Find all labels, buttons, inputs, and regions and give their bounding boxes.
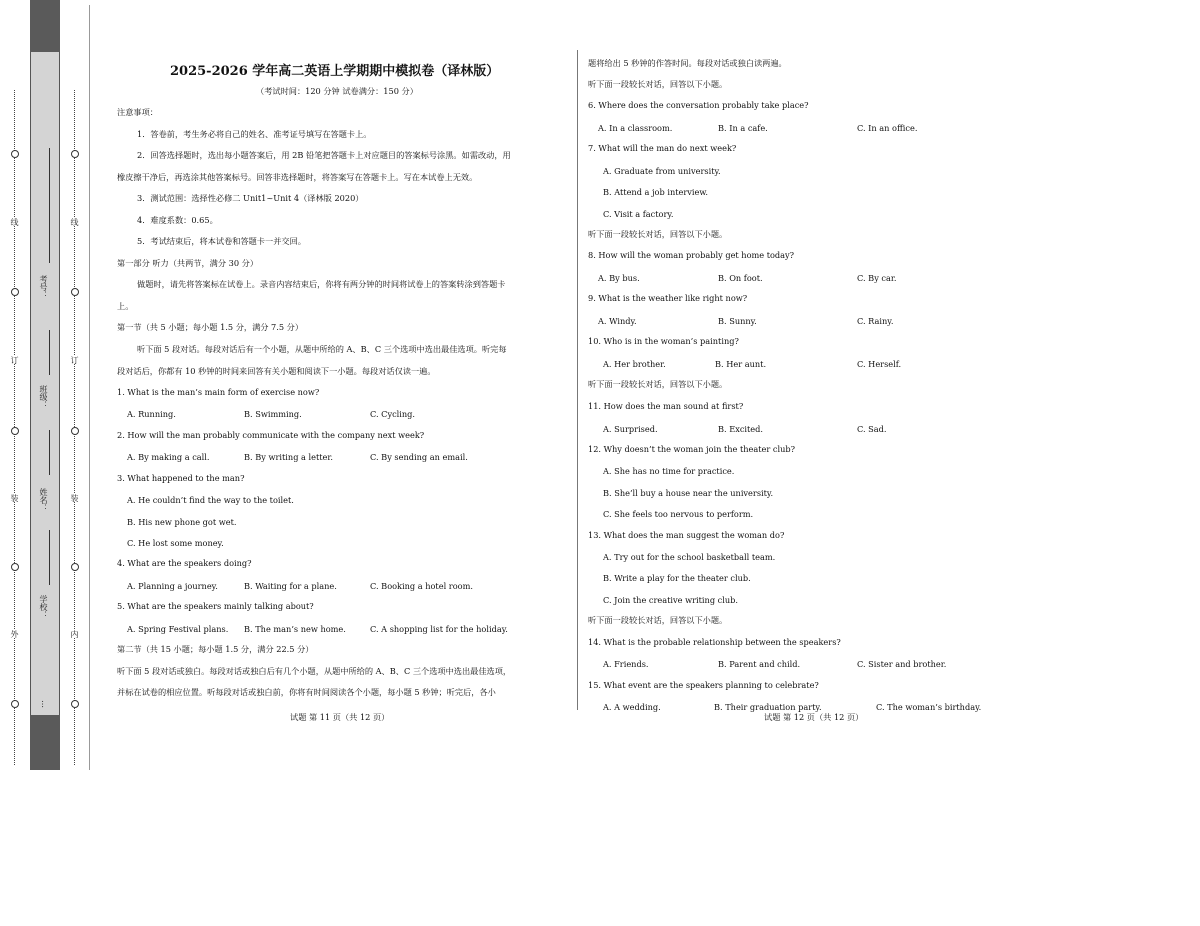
strip-dots: … [40, 700, 49, 708]
part1-heading: 第一部分 听力（共两节，满分 30 分） [117, 258, 259, 268]
inner-circle-4 [71, 563, 79, 571]
inner-label-zhuang: 装 [70, 494, 79, 502]
question-13: 13. What does the man suggest the woman do? [588, 530, 785, 540]
q9-option-b: B. Sunny. [718, 316, 757, 326]
part1-note-a: 做题时，请先将答案标在试卷上。录音内容结束后，你将有两分钟的时间将试卷上的答案转涂到答题卡 [137, 279, 506, 289]
q5-option-b: B. The man’s new home. [244, 624, 346, 634]
question-4: 4. What are the speakers doing? [117, 558, 252, 568]
question-10: 10. Who is in the woman’s painting? [588, 336, 739, 346]
question-15: 15. What event are the speakers planning to celebrate? [588, 680, 819, 690]
class-underline [49, 330, 50, 375]
section2-note-a: 听下面 5 段对话或独白。每段对话或独白后有几个小题，从题中所给的 A、B、C 三个选项中选出最佳选项， [117, 666, 512, 676]
section1-note-b: 段对话后，你都有 10 秒钟的时间来回答有关小题和阅读下一小题。每段对话仅读一遍。 [117, 366, 436, 376]
part1-note-b: 上。 [117, 301, 134, 311]
notice-heading: 注意事项： [117, 107, 158, 117]
q5-option-c: C. A shopping list for the holiday. [370, 624, 508, 634]
q6-option-b: B. In a cafe. [718, 123, 768, 133]
q8-option-c: C. By car. [857, 273, 897, 283]
q4-option-b: B. Waiting for a plane. [244, 581, 337, 591]
page-11-footer: 试题 第 11 页（共 12 页） [290, 712, 390, 722]
q15-option-c: C. The woman’s birthday. [876, 702, 982, 712]
section1-heading: 第一节（共 5 小题；每小题 1.5 分，满分 7.5 分） [117, 322, 304, 332]
question-1: 1. What is the man’s main form of exercise now? [117, 387, 320, 397]
outer-circle-1 [11, 150, 19, 158]
name-underline [49, 430, 50, 475]
outer-label-zhuang: 装 [10, 494, 19, 502]
q13-option-a: A. Try out for the school basketball team. [603, 552, 776, 562]
section2-heading: 第二节（共 15 小题；每小题 1.5 分，满分 22.5 分） [117, 644, 314, 654]
question-3: 3. What happened to the man? [117, 473, 245, 483]
question-9: 9. What is the weather like right now? [588, 293, 748, 303]
q15-option-a: A. A wedding. [603, 702, 661, 712]
notice-item-2b: 橡皮擦干净后，再选涂其他答案标号。回答非选择题时，将答案写在答题卡上。写在本试卷上无效。 [117, 172, 478, 182]
notice-item-1: 1．答卷前，考生务必将自己的姓名、准考证号填写在答题卡上。 [137, 129, 372, 139]
q8-option-b: B. On foot. [718, 273, 763, 283]
school-label: 学校： [39, 595, 48, 619]
question-2: 2. How will the man probably communicate with the company next week? [117, 430, 425, 440]
q15-option-b: B. Their graduation party. [714, 702, 822, 712]
binding-strip-bottom [30, 715, 60, 770]
question-7: 7. What will the man do next week? [588, 143, 737, 153]
question-12: 12. Why doesn’t the woman join the theater club? [588, 444, 796, 454]
q11-option-b: B. Excited. [718, 424, 763, 434]
q7-option-b: B. Attend a job interview. [603, 187, 708, 197]
direction-q6-7: 听下面一段较长对话，回答以下小题。 [588, 79, 728, 89]
inner-circle-2 [71, 288, 79, 296]
outer-label-wai: 外 [10, 630, 19, 638]
q9-option-a: A. Windy. [598, 316, 637, 326]
q7-option-a: A. Graduate from university. [603, 166, 721, 176]
section2-continued: 题将给出 5 秒钟的作答时间。每段对话或独白读两遍。 [588, 58, 787, 68]
outer-label-ding: 订 [10, 356, 19, 364]
q4-option-a: A. Planning a journey. [127, 581, 218, 591]
q1-option-a: A. Running. [127, 409, 176, 419]
inner-circle-5 [71, 700, 79, 708]
page-frame-left [89, 5, 90, 770]
q12-option-a: A. She has no time for practice. [603, 466, 735, 476]
notice-item-2a: 2．回答选择题时，选出每小题答案后，用 2B 铅笔把答题卡上对应题目的答案标号涂黑。如需改动，用 [137, 150, 511, 160]
binding-strip-top [30, 0, 60, 52]
direction-q8-10: 听下面一段较长对话，回答以下小题。 [588, 229, 728, 239]
q6-option-a: A. In a classroom. [598, 123, 673, 133]
q11-option-a: A. Surprised. [603, 424, 658, 434]
q13-option-b: B. Write a play for the theater club. [603, 573, 751, 583]
q3-option-c: C. He lost some money. [127, 538, 224, 548]
inner-circle-1 [71, 150, 79, 158]
notice-item-5: 5．考试结束后，将本试卷和答题卡一并交回。 [137, 236, 306, 246]
page-12-footer: 试题 第 12 页（共 12 页） [764, 712, 864, 722]
q7-option-c: C. Visit a factory. [603, 209, 674, 219]
name-label: 姓名： [39, 488, 48, 512]
inner-circle-3 [71, 427, 79, 435]
section2-note-b: 并标在试卷的相应位置。听每段对话或独白前，你将有时间阅读各个小题，每小题 5 秒钟；听完后，各小 [117, 687, 496, 697]
outer-circle-5 [11, 700, 19, 708]
exam-number-underline [49, 148, 50, 263]
inner-label-xian: 线 [70, 218, 79, 226]
inner-label-ding: 订 [70, 356, 79, 364]
q1-option-b: B. Swimming. [244, 409, 302, 419]
q5-option-a: A. Spring Festival plans. [127, 624, 229, 634]
q12-option-b: B. She’ll buy a house near the university. [603, 488, 774, 498]
exam-title: 2025-2026 学年高二英语上学期期中模拟卷（译林版） [170, 64, 500, 79]
q10-option-c: C. Herself. [857, 359, 902, 369]
q12-option-c: C. She feels too nervous to perform. [603, 509, 754, 519]
notice-item-4: 4．难度系数：0.65。 [137, 215, 218, 225]
q3-option-b: B. His new phone got wet. [127, 517, 237, 527]
direction-q11-13: 听下面一段较长对话，回答以下小题。 [588, 379, 728, 389]
q6-option-c: C. In an office. [857, 123, 918, 133]
q10-option-b: B. Her aunt. [715, 359, 767, 369]
question-8: 8. How will the woman probably get home today? [588, 250, 795, 260]
class-label: 班级： [39, 385, 48, 409]
direction-q14-15: 听下面一段较长对话，回答以下小题。 [588, 615, 728, 625]
q14-option-c: C. Sister and brother. [857, 659, 947, 669]
outer-label-xian: 线 [10, 218, 19, 226]
question-6: 6. Where does the conversation probably take place? [588, 100, 809, 110]
inner-label-nei: 内 [70, 630, 79, 638]
q2-option-c: C. By sending an email. [370, 452, 468, 462]
outer-circle-2 [11, 288, 19, 296]
exam-subtitle: （考试时间：120 分钟 试卷满分：150 分） [256, 86, 418, 96]
q3-option-a: A. He couldn’t find the way to the toilet. [127, 495, 294, 505]
question-11: 11. How does the man sound at first? [588, 401, 744, 411]
exam-number-label: 考号： [39, 275, 48, 299]
q13-option-c: C. Join the creative writing club. [603, 595, 738, 605]
q10-option-a: A. Her brother. [603, 359, 666, 369]
outer-circle-3 [11, 427, 19, 435]
outer-circle-4 [11, 563, 19, 571]
question-14: 14. What is the probable relationship between the speakers? [588, 637, 841, 647]
q1-option-c: C. Cycling. [370, 409, 416, 419]
section1-note-a: 听下面 5 段对话。每段对话后有一个小题，从题中所给的 A、B、C 三个选项中选出最佳选项。听完每 [137, 344, 507, 354]
notice-item-3: 3．测试范围：选择性必修二 Unit1~Unit 4（译林版 2020） [137, 193, 364, 203]
q2-option-b: B. By writing a letter. [244, 452, 334, 462]
q14-option-b: B. Parent and child. [718, 659, 801, 669]
q11-option-c: C. Sad. [857, 424, 887, 434]
column-divider [577, 50, 578, 710]
q14-option-a: A. Friends. [603, 659, 649, 669]
question-5: 5. What are the speakers mainly talking about? [117, 601, 314, 611]
school-underline [49, 530, 50, 585]
q2-option-a: A. By making a call. [127, 452, 210, 462]
q9-option-c: C. Rainy. [857, 316, 894, 326]
q8-option-a: A. By bus. [598, 273, 640, 283]
q4-option-c: C. Booking a hotel room. [370, 581, 473, 591]
